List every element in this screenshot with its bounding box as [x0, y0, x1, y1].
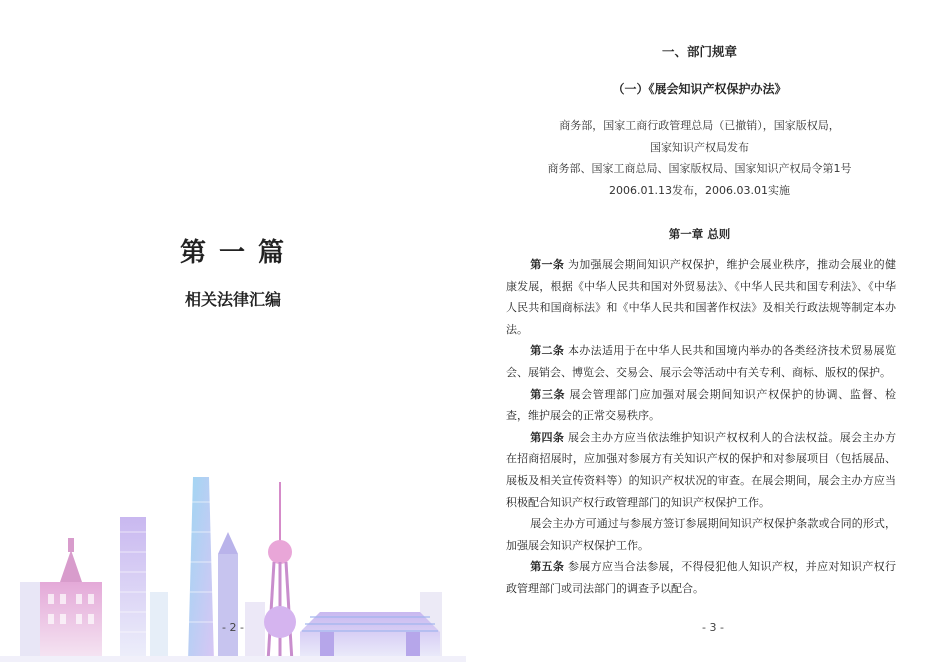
- right-page: [466, 0, 933, 662]
- article-label: 第三条: [530, 387, 566, 401]
- article-paragraph: [506, 340, 896, 383]
- article-text: 展会管理部门应加强对展会期间知识产权保护的协调、监督、检查，维护展会的正常交易秩序。: [506, 387, 896, 423]
- article-text: 展会主办方可通过与参展方签订参展期间知识产权保护条款或合同的形式，加强展会知识产权保护工作。: [506, 517, 896, 552]
- article-paragraph: [506, 427, 896, 513]
- article-text: 参展方应当合法参展，不得侵犯他人知识产权，并应对知识产权行政管理部门或司法部门的调查予以配合。: [506, 560, 897, 595]
- article-paragraph: [506, 556, 896, 599]
- article-paragraph: [506, 513, 896, 556]
- subsection-heading: （一）《展会知识产权保护办法》: [612, 82, 787, 96]
- article-text: 本办法适用于在中华人民共和国境内举办的各类经济技术贸易展览会、展销会、博览会、交易会、展示会等活动中有关专利、商标、版权的保护。: [506, 344, 897, 379]
- article-label: 第五条: [530, 560, 565, 574]
- article-paragraph: [506, 254, 896, 340]
- article-text: 展会主办方应当依法维护知识产权权利人的合法权益。展会主办方在招商招展时，应加强对参展方有关知识产权的保护和对参展项目（包括展品、展板及相关宣传资料等）的知识产权状况的审查。在展会期间，展会主办方应当积极配合知识产权行政管理部门的知识产权保护工作。: [506, 430, 897, 509]
- publication-line: 国家知识产权局发布: [650, 140, 749, 154]
- left-page: [0, 0, 466, 662]
- publication-line: 商务部、国家工商总局、国家版权局、国家知识产权局令第1号: [547, 162, 852, 176]
- publication-line: 2006.01.13发布，2006.03.01实施: [609, 183, 790, 197]
- article-paragraph: [506, 384, 896, 427]
- chapter-heading: 第一章 总则: [668, 227, 731, 241]
- article-body: [506, 254, 896, 600]
- publication-info: [466, 115, 933, 201]
- page-number-left: - 2 -: [222, 621, 244, 634]
- publication-line: 商务部，国家工商行政管理总局（已撤销），国家版权局，: [559, 119, 840, 132]
- article-label: 第一条: [530, 258, 565, 271]
- page-number-right: - 3 -: [702, 621, 724, 634]
- article-text: 为加强展会期间知识产权保护，维护会展业秩序，推动会展业的健康发展，根据《中华人民共和国对外贸易法》、《中华人民共和国专利法》、《中华人民共和国商标法》和《中华人民共和国著作权法》及相关行政法规等制定本办法。: [506, 258, 897, 336]
- article-label: 第二条: [530, 344, 565, 358]
- section-heading: 一、部门规章: [661, 44, 737, 59]
- part-subtitle: 相关法律汇编: [184, 290, 281, 309]
- article-label: 第四条: [530, 430, 565, 444]
- part-title: 第 一 篇: [179, 238, 287, 268]
